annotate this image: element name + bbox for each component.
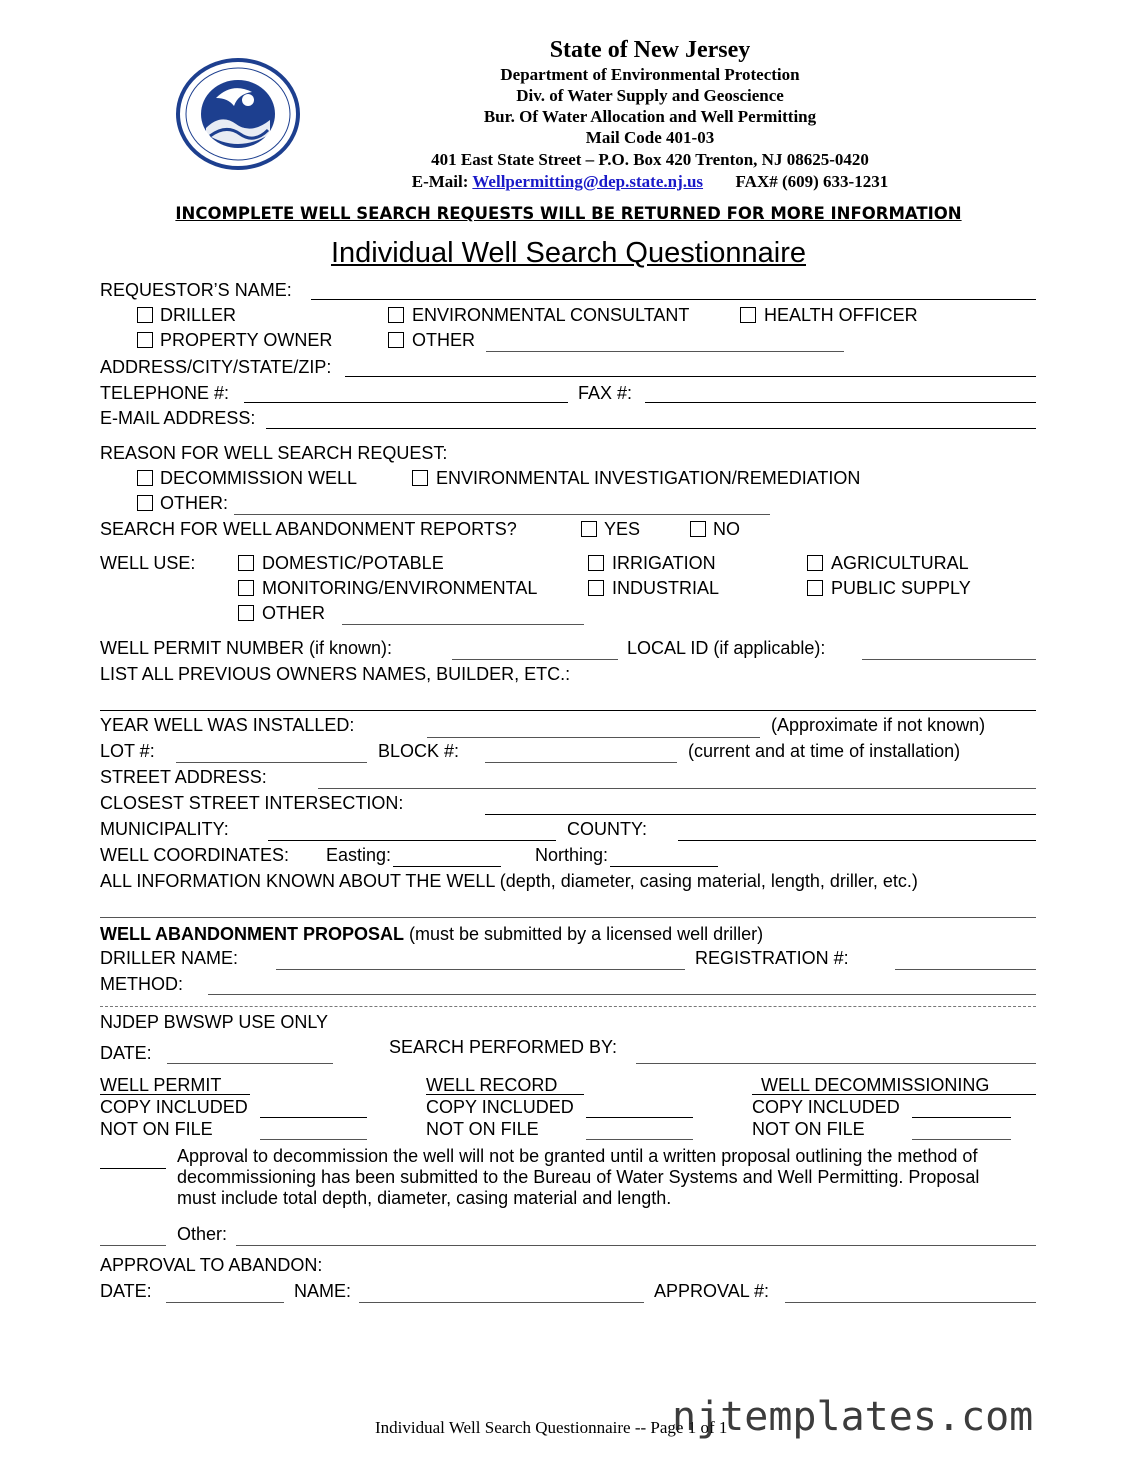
- intersection-label: CLOSEST STREET INTERSECTION:: [100, 793, 404, 813]
- block-label: BLOCK #:: [378, 741, 460, 761]
- yes-checkbox[interactable]: [581, 521, 597, 537]
- header-mail-code: Mail Code 401-03: [585, 128, 715, 147]
- proposal-heading-row: [100, 924, 763, 944]
- yes-label: YES: [604, 519, 641, 539]
- well-decommissioning-label: WELL DECOMMISSIONING: [761, 1075, 990, 1095]
- email-address-field[interactable]: [266, 428, 1036, 429]
- requestor-other-field[interactable]: [486, 351, 844, 352]
- office-other-field[interactable]: [236, 1245, 1036, 1246]
- decom-not-on-file-field[interactable]: [912, 1139, 1011, 1140]
- method-label: METHOD:: [100, 974, 183, 994]
- well-permit-label: WELL PERMIT: [100, 1075, 222, 1095]
- municipality-label: MUNICIPALITY:: [100, 819, 229, 839]
- intersection-field[interactable]: [485, 814, 1036, 815]
- page-footer: Individual Well Search Questionnaire -- Page 1 of 1: [375, 1418, 728, 1437]
- proposal-heading-note: (must be submitted by a licensed well driller): [409, 924, 764, 944]
- street-address-label: STREET ADDRESS:: [100, 767, 267, 787]
- approval-check-field[interactable]: [100, 1168, 166, 1169]
- env-consultant-label: ENVIRONMENTAL CONSULTANT: [412, 305, 690, 325]
- monitoring-label: MONITORING/ENVIRONMENTAL: [262, 578, 538, 598]
- permit-not-on-file-field[interactable]: [260, 1139, 367, 1140]
- public-supply-checkbox[interactable]: [807, 580, 823, 596]
- email-address-label: E-MAIL ADDRESS:: [100, 408, 256, 428]
- reason-other-checkbox[interactable]: [137, 495, 153, 511]
- driller-label: DRILLER: [160, 305, 237, 325]
- block-field[interactable]: [485, 762, 677, 763]
- env-consultant-checkbox[interactable]: [388, 307, 404, 323]
- local-id-field[interactable]: [862, 659, 1036, 660]
- driller-name-field[interactable]: [276, 969, 685, 970]
- address-label: ADDRESS/CITY/STATE/ZIP:: [100, 357, 332, 377]
- permit-number-label: WELL PERMIT NUMBER (if known):: [100, 638, 393, 658]
- northing-field[interactable]: [610, 866, 718, 867]
- approval-number-label: APPROVAL #:: [654, 1281, 770, 1301]
- email-link[interactable]: Wellpermitting@dep.state.nj.us: [472, 172, 704, 191]
- decommission-label: DECOMMISSION WELL: [160, 468, 358, 488]
- approval-text-line-3: must include total depth, diameter, casing material and length.: [177, 1188, 672, 1208]
- county-label: COUNTY:: [567, 819, 648, 839]
- northing-label: Northing:: [535, 845, 609, 865]
- record-not-on-file-label: NOT ON FILE: [426, 1119, 539, 1139]
- property-owner-label: PROPERTY OWNER: [160, 330, 333, 350]
- header-bureau: Bur. Of Water Allocation and Well Permitting: [483, 107, 817, 126]
- no-checkbox[interactable]: [690, 521, 706, 537]
- record-copy-included-label: COPY INCLUDED: [426, 1097, 574, 1117]
- previous-owners-label: LIST ALL PREVIOUS OWNERS NAMES, BUILDER, ETC.:: [100, 664, 571, 684]
- reason-label: REASON FOR WELL SEARCH REQUEST:: [100, 443, 448, 463]
- permit-copy-included-label: COPY INCLUDED: [100, 1097, 248, 1117]
- permit-copy-included-field[interactable]: [260, 1117, 367, 1118]
- decom-copy-included-field[interactable]: [912, 1117, 1011, 1118]
- header-state: State of New Jersey: [549, 37, 751, 63]
- easting-label: Easting:: [326, 845, 392, 865]
- abandonment-reports-label: SEARCH FOR WELL ABANDONMENT REPORTS?: [100, 519, 517, 539]
- proposal-heading: WELL ABANDONMENT PROPOSAL: [100, 924, 404, 944]
- lot-label: LOT #:: [100, 741, 155, 761]
- fax-field[interactable]: [645, 402, 1036, 403]
- health-officer-checkbox[interactable]: [740, 307, 756, 323]
- registration-field[interactable]: [895, 969, 1036, 970]
- year-installed-field[interactable]: [427, 737, 760, 738]
- municipality-field[interactable]: [268, 840, 556, 841]
- driller-checkbox[interactable]: [137, 307, 153, 323]
- well-use-other-label: OTHER: [262, 603, 325, 623]
- well-use-label: WELL USE:: [100, 553, 196, 573]
- permit-number-field[interactable]: [452, 659, 618, 660]
- lot-field[interactable]: [176, 762, 367, 763]
- street-address-field[interactable]: [318, 788, 1036, 789]
- well-permit-underline: [100, 1094, 250, 1095]
- decom-copy-included-label: COPY INCLUDED: [752, 1097, 900, 1117]
- permit-not-on-file-label: NOT ON FILE: [100, 1119, 213, 1139]
- year-installed-note: (Approximate if not known): [771, 715, 986, 735]
- property-owner-checkbox[interactable]: [137, 332, 153, 348]
- nj-dep-seal-logo: [176, 58, 300, 170]
- lot-block-note: (current and at time of installation): [688, 741, 961, 761]
- office-date-field[interactable]: [167, 1063, 333, 1064]
- performed-by-label: SEARCH PERFORMED BY:: [389, 1037, 618, 1057]
- county-field[interactable]: [678, 840, 1036, 841]
- approval-name-label: NAME:: [294, 1281, 352, 1301]
- registration-label: REGISTRATION #:: [695, 948, 849, 968]
- header-contact: [330, 172, 970, 192]
- irrigation-checkbox[interactable]: [588, 555, 604, 571]
- form-title: Individual Well Search Questionnaire: [330, 237, 806, 269]
- record-copy-included-field[interactable]: [586, 1117, 693, 1118]
- requestor-other-label: OTHER: [412, 330, 475, 350]
- header-department: Department of Environmental Protection: [500, 65, 800, 84]
- domestic-label: DOMESTIC/POTABLE: [262, 553, 444, 573]
- performed-by-field[interactable]: [636, 1063, 1036, 1064]
- other-check-field[interactable]: [100, 1245, 166, 1246]
- reason-other-label: OTHER:: [160, 493, 229, 513]
- well-use-other-checkbox[interactable]: [238, 605, 254, 621]
- header-address: 401 East State Street – P.O. Box 420 Trenton, NJ 08625-0420: [431, 150, 869, 169]
- requestor-other-checkbox[interactable]: [388, 332, 404, 348]
- telephone-label: TELEPHONE #:: [100, 383, 230, 403]
- agricultural-label: AGRICULTURAL: [831, 553, 969, 573]
- approval-text-line-2: decommissioning has been submitted to the Bureau of Water Systems and Well Permitting. Proposal: [177, 1167, 980, 1187]
- approval-date-field[interactable]: [166, 1302, 284, 1303]
- approval-number-field[interactable]: [785, 1302, 1036, 1303]
- no-label: NO: [713, 519, 740, 539]
- approval-date-label: DATE:: [100, 1281, 152, 1301]
- well-decommissioning-underline: [752, 1094, 1036, 1095]
- approval-text-line-1: Approval to decommission the well will not be granted until a written proposal outlining the method of: [177, 1146, 978, 1166]
- previous-owners-field[interactable]: [100, 710, 1036, 711]
- coordinates-label: WELL COORDINATES:: [100, 845, 290, 865]
- driller-name-label: DRILLER NAME:: [100, 948, 239, 968]
- section-divider: [100, 1006, 1036, 1007]
- requestor-name-field[interactable]: [311, 299, 1036, 300]
- office-date-label: DATE:: [100, 1043, 152, 1063]
- easting-field[interactable]: [393, 866, 501, 867]
- fax-label: FAX #:: [578, 383, 633, 403]
- decommission-checkbox[interactable]: [137, 470, 153, 486]
- agricultural-checkbox[interactable]: [807, 555, 823, 571]
- domestic-checkbox[interactable]: [238, 555, 254, 571]
- all-info-field[interactable]: [100, 917, 1036, 918]
- all-info-label: ALL INFORMATION KNOWN ABOUT THE WELL (depth, diameter, casing material, length, driller, etc.): [100, 871, 918, 891]
- irrigation-label: IRRIGATION: [612, 553, 716, 573]
- environmental-label: ENVIRONMENTAL INVESTIGATION/REMEDIATION: [436, 468, 861, 488]
- well-record-underline: [426, 1094, 584, 1095]
- industrial-checkbox[interactable]: [588, 580, 604, 596]
- method-field[interactable]: [208, 994, 1036, 995]
- health-officer-label: HEALTH OFFICER: [764, 305, 918, 325]
- incomplete-notice: INCOMPLETE WELL SEARCH REQUESTS WILL BE RETURNED FOR MORE INFORMATION: [175, 204, 962, 223]
- well-record-label: WELL RECORD: [426, 1075, 558, 1095]
- telephone-field[interactable]: [244, 402, 568, 403]
- local-id-label: LOCAL ID (if applicable):: [627, 638, 826, 658]
- office-use-heading: NJDEP BWSWP USE ONLY: [100, 1012, 329, 1032]
- requestor-name-label: REQUESTOR’S NAME:: [100, 280, 292, 300]
- decom-not-on-file-label: NOT ON FILE: [752, 1119, 865, 1139]
- fax-number: FAX# (609) 633-1231: [735, 172, 889, 191]
- approval-to-abandon-label: APPROVAL TO ABANDON:: [100, 1255, 323, 1275]
- watermark-text: njtemplates.com: [672, 1394, 1034, 1440]
- environmental-checkbox[interactable]: [412, 470, 428, 486]
- monitoring-checkbox[interactable]: [238, 580, 254, 596]
- public-supply-label: PUBLIC SUPPLY: [831, 578, 971, 598]
- record-not-on-file-field[interactable]: [586, 1139, 693, 1140]
- well-use-other-field[interactable]: [342, 624, 584, 625]
- office-other-label: Other:: [177, 1224, 228, 1244]
- address-field[interactable]: [345, 376, 1036, 377]
- email-label: E-Mail:: [411, 172, 469, 191]
- year-installed-label: YEAR WELL WAS INSTALLED:: [100, 715, 355, 735]
- industrial-label: INDUSTRIAL: [612, 578, 720, 598]
- approval-name-field[interactable]: [359, 1302, 644, 1303]
- header-division: Div. of Water Supply and Geoscience: [516, 86, 784, 105]
- reason-other-field[interactable]: [234, 514, 770, 515]
